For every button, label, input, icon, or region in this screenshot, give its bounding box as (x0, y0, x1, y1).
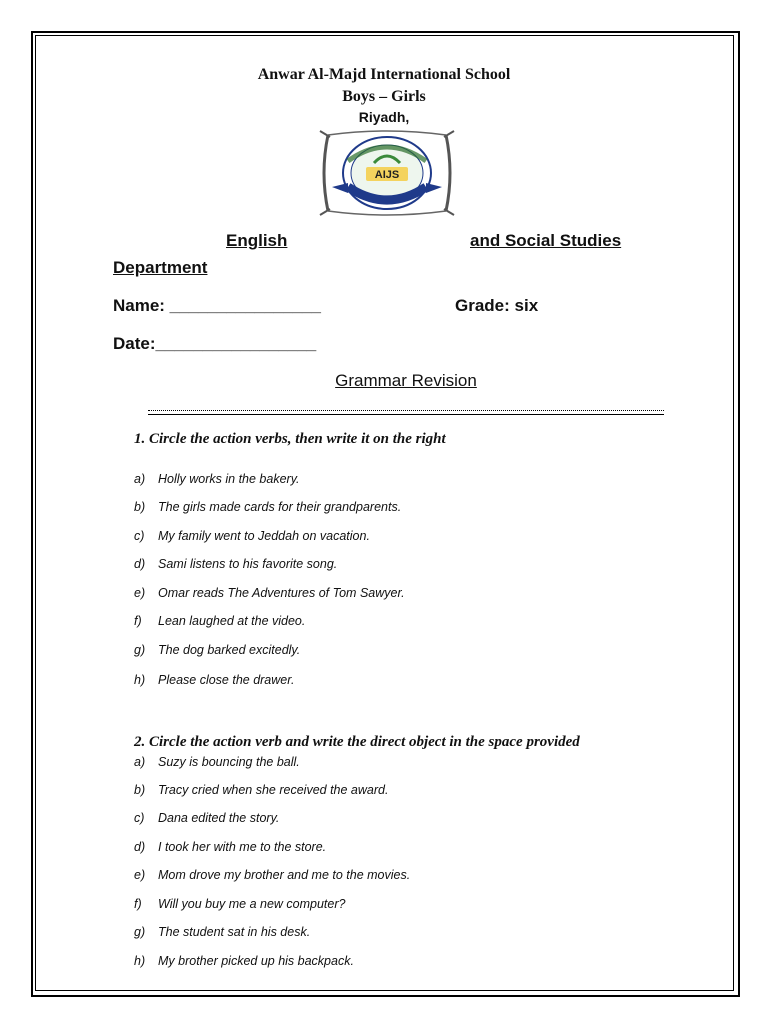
list-item: The dog barked excitedly. (158, 643, 301, 657)
list-item-label: e) (134, 586, 146, 600)
list-item: Sami listens to his favorite song. (158, 557, 338, 571)
list-item-label: c) (134, 529, 145, 543)
list-item: Holly works in the bakery. (158, 472, 300, 486)
list-item-label: c) (134, 811, 145, 825)
school-logo-emblem-icon (318, 129, 456, 217)
name-field-label: Name: ________________ (113, 296, 321, 315)
list-item-label: g) (134, 643, 146, 657)
english-label: English (226, 231, 288, 250)
department-label: Department (113, 258, 208, 277)
list-item-label: b) (134, 500, 146, 514)
list-item: The girls made cards for their grandparents. (158, 500, 402, 514)
list-item: My brother picked up his backpack. (158, 954, 354, 968)
list-item: I took her with me to the store. (158, 840, 327, 854)
list-item: Please close the drawer. (158, 673, 295, 687)
list-item-label: g) (134, 925, 146, 939)
list-item: Dana edited the story. (158, 811, 280, 825)
social-studies-label: and Social Studies (470, 231, 622, 250)
divider-solid (148, 414, 664, 415)
list-item-label: a) (134, 755, 146, 769)
list-item: Mom drove my brother and me to the movies. (158, 868, 411, 882)
list-item-label: f) (134, 614, 142, 628)
list-item-label: e) (134, 868, 146, 882)
logo-text: AIJS (374, 169, 400, 181)
list-item-label: h) (134, 673, 146, 687)
school-logo (318, 129, 456, 217)
date-field-label: Date:_________________ (113, 334, 317, 353)
list-item: Lean laughed at the video. (158, 614, 306, 628)
list-item-label: b) (134, 783, 146, 797)
list-item-label: f) (134, 897, 142, 911)
list-item: The student sat in his desk. (158, 925, 311, 939)
page-title: Grammar Revision (335, 371, 477, 390)
list-item: Tracy cried when she received the award. (158, 783, 389, 797)
school-name: Anwar Al-Majd International School (257, 66, 511, 83)
school-section: Boys – Girls (342, 88, 426, 105)
list-item: Omar reads The Adventures of Tom Sawyer. (158, 586, 405, 600)
list-item: Will you buy me a new computer? (158, 897, 346, 911)
list-item-label: d) (134, 840, 146, 854)
school-city: Riyadh, (358, 109, 410, 125)
list-item: My family went to Jeddah on vacation. (158, 529, 370, 543)
question-1-heading: 1. Circle the action verbs, then write it on the right (134, 431, 446, 447)
divider-dotted (148, 410, 664, 411)
grade-label: Grade: six (455, 296, 539, 315)
list-item-label: a) (134, 472, 146, 486)
list-item-label: d) (134, 557, 146, 571)
list-item: Suzy is bouncing the ball. (158, 755, 300, 769)
list-item-label: h) (134, 954, 146, 968)
question-2-heading: 2. Circle the action verb and write the direct object in the space provided (134, 734, 580, 750)
